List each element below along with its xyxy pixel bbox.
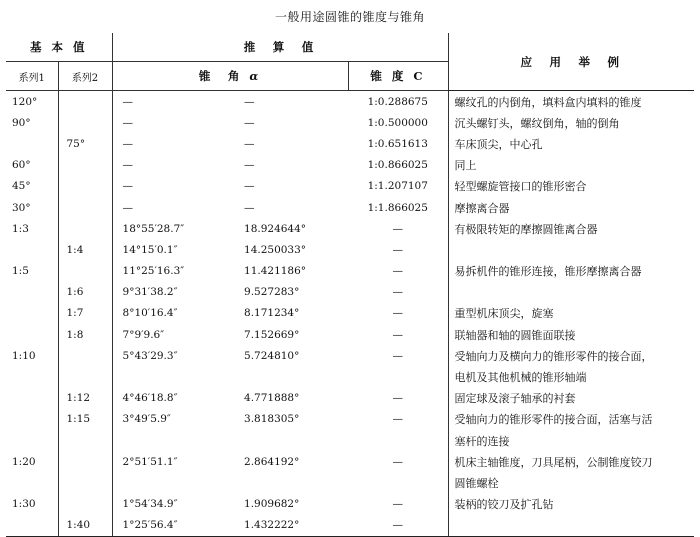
cell-application: [448, 515, 694, 537]
table-row: [6, 494, 694, 515]
cell-taper: —: [348, 239, 448, 260]
table-row: [6, 324, 694, 345]
cell-angle-dms: 5°43′29.3″: [122, 349, 178, 362]
cell-taper: —: [348, 388, 448, 409]
cell-taper: 1:0.651613: [348, 133, 448, 154]
cell-application: 重型机床顶尖，旋塞: [454, 307, 554, 321]
cell-angle-decimal: 14.250033°: [244, 243, 307, 256]
cell-angle-decimal: 1.432222°: [232, 515, 348, 537]
cell-taper: —: [348, 345, 448, 366]
cell-taper: 1:0.288675: [348, 91, 448, 113]
cell-application: 车床顶尖，中心孔: [454, 137, 543, 151]
cell-angle-dms: [112, 366, 232, 387]
cell-series2: [58, 451, 112, 472]
cell-application: 摩擦离合器: [454, 201, 510, 215]
cell-taper: [348, 430, 448, 451]
cell-series2: [58, 91, 112, 113]
cell-series1: 90°: [6, 112, 58, 133]
cell-angle-decimal: 9.527283°: [244, 286, 300, 299]
cell-series2: [58, 472, 112, 493]
cell-series2: [58, 345, 112, 366]
cell-angle-dms: 4°46′18.8″: [122, 392, 178, 405]
cell-series2: [58, 197, 112, 218]
table-row: [6, 197, 694, 218]
cell-angle-decimal: 5.724810°: [244, 349, 300, 362]
cell-series2: 1:6: [58, 282, 112, 303]
cell-application: 受轴向力及横向力的锥形零件的接合面，: [454, 349, 653, 363]
cell-application: 沉头螺钉头，螺纹倒角，轴的倒角: [454, 116, 620, 130]
cell-series1: [6, 303, 58, 324]
cell-application: 轻型螺旋管接口的锥形密合: [454, 180, 587, 194]
table-row: [6, 303, 694, 324]
cell-taper: —: [348, 303, 448, 324]
cell-angle-decimal: 7.152669°: [244, 328, 300, 341]
cell-series1: 1:3: [6, 218, 58, 239]
cell-application: 装柄的铰刀及扩孔钻: [454, 498, 554, 512]
cell-application: [448, 239, 694, 260]
header-basic-value: 基 本 值: [6, 33, 112, 62]
cell-angle-dms: 7°9′9.6″: [122, 328, 165, 341]
table-row: [6, 91, 694, 113]
cell-angle-dms: —: [122, 95, 134, 108]
cell-series2: [58, 176, 112, 197]
cell-taper: 1:0.866025: [348, 155, 448, 176]
header-row-1: [6, 33, 694, 62]
cell-angle-decimal: [232, 472, 348, 493]
cell-series1: [6, 472, 58, 493]
cell-application: 同上: [454, 159, 477, 173]
cell-series1: 120°: [6, 91, 58, 113]
table-row: [6, 430, 694, 451]
cell-angle-decimal: [232, 430, 348, 451]
cell-angle-decimal: —: [244, 95, 255, 108]
header-series2: 系列2: [58, 62, 112, 91]
cell-series1: [6, 324, 58, 345]
cell-series2: 75°: [58, 133, 112, 154]
cell-series2: 1:4: [58, 239, 112, 260]
cell-angle-decimal: 18.924644°: [244, 222, 307, 235]
cell-angle-dms: —: [122, 201, 134, 214]
table-row: [6, 261, 694, 282]
cell-angle-decimal: 8.171234°: [244, 307, 300, 320]
table-row: [6, 239, 694, 260]
cone-angle-symbol: α: [249, 69, 262, 83]
cell-angle-dms: 1°25′56.4″: [112, 515, 232, 537]
cell-angle-dms: 3°49′5.9″: [122, 413, 171, 426]
cone-angle-label: 锥 角: [198, 69, 243, 83]
cell-application: 电机及其他机械的锥形轴端: [454, 371, 587, 385]
cell-series1: 1:10: [6, 345, 58, 366]
cell-angle-decimal: 3.818305°: [244, 413, 300, 426]
cell-series2: [58, 366, 112, 387]
table-row: [6, 282, 694, 303]
cell-application: 圆锥螺栓: [454, 476, 499, 490]
cell-series1: 1:30: [6, 494, 58, 515]
cell-angle-dms: 11°25′16.3″: [122, 265, 185, 278]
table-row: [6, 515, 694, 537]
cell-application: 联轴器和轴的圆锥面联接: [454, 328, 576, 342]
cell-series1: [6, 430, 58, 451]
cell-series1: [6, 282, 58, 303]
taper-table: [6, 33, 694, 537]
cell-series2: 1:12: [58, 388, 112, 409]
cell-taper: —: [348, 261, 448, 282]
cell-angle-decimal: —: [244, 159, 255, 172]
cell-series1: [6, 388, 58, 409]
cell-series1: [6, 515, 58, 537]
cell-angle-decimal: [232, 366, 348, 387]
table-row: [6, 155, 694, 176]
cell-series1: 30°: [6, 197, 58, 218]
cell-series2: [58, 155, 112, 176]
cell-application: 机床主轴锥度，刀具尾柄，公制锥度铰刀: [454, 455, 653, 469]
cell-angle-decimal: 1.909682°: [244, 498, 300, 511]
cell-taper: 1:1.207107: [348, 176, 448, 197]
cell-angle-dms: —: [122, 116, 134, 129]
header-taper: 锥 度 C: [348, 62, 448, 91]
cell-series2: 1:15: [58, 409, 112, 430]
cell-series1: 45°: [6, 176, 58, 197]
cell-series1: 60°: [6, 155, 58, 176]
cell-angle-decimal: 4.771888°: [244, 392, 300, 405]
table-row: [6, 472, 694, 493]
header-application: 应 用 举 例: [448, 33, 694, 91]
cell-application: 受轴向力的锥形零件的接合面，活塞与活: [454, 413, 653, 427]
table-body: [6, 91, 694, 537]
cell-application: 易拆机件的锥形连接，锥形摩擦离合器: [454, 265, 642, 279]
table-row: [6, 409, 694, 430]
cell-series2: 1:7: [58, 303, 112, 324]
cell-application: 固定球及滚子轴承的衬套: [454, 392, 576, 406]
cell-taper: —: [348, 218, 448, 239]
header-series1: 系列1: [6, 62, 58, 91]
cell-angle-dms: 2°51′51.1″: [122, 455, 178, 468]
cell-angle-dms: 8°10′16.4″: [122, 307, 178, 320]
cell-angle-decimal: —: [244, 180, 255, 193]
cell-angle-decimal: —: [244, 116, 255, 129]
cell-taper: —: [348, 515, 448, 537]
cell-series1: 1:5: [6, 261, 58, 282]
cell-series2: [58, 112, 112, 133]
cell-application: 有极限转矩的摩擦圆锥离合器: [454, 222, 598, 236]
cell-taper: —: [348, 282, 448, 303]
cell-series2: [58, 218, 112, 239]
cell-application: 塞杆的连接: [454, 434, 510, 448]
cell-angle-dms: 14°15′0.1″: [122, 243, 178, 256]
cell-angle-dms: —: [122, 180, 134, 193]
cell-angle-decimal: 2.864192°: [244, 455, 300, 468]
cell-angle-dms: 1°54′34.9″: [122, 498, 178, 511]
cell-taper: —: [348, 451, 448, 472]
cell-angle-dms: [112, 472, 232, 493]
table-row: [6, 388, 694, 409]
cell-series2: 1:40: [58, 515, 112, 537]
cell-taper: 1:1.866025: [348, 197, 448, 218]
table-row: [6, 218, 694, 239]
cell-series1: [6, 409, 58, 430]
cell-angle-dms: [112, 430, 232, 451]
table-row: [6, 451, 694, 472]
table-title: 一般用途圆锥的锥度与锥角: [274, 10, 425, 24]
cell-taper: 1:0.500000: [348, 112, 448, 133]
cell-angle-dms: —: [122, 159, 134, 172]
table-row: [6, 345, 694, 366]
cell-taper: —: [348, 494, 448, 515]
cell-angle-decimal: —: [244, 137, 255, 150]
table-row: [6, 112, 694, 133]
cell-taper: [348, 366, 448, 387]
cell-application: [448, 282, 694, 303]
cell-angle-dms: 18°55′28.7″: [122, 222, 185, 235]
cell-angle-dms: —: [122, 137, 134, 150]
cell-series2: 1:8: [58, 324, 112, 345]
cell-angle-decimal: 11.421186°: [244, 265, 307, 278]
cell-taper: —: [348, 409, 448, 430]
cell-application: 螺纹孔的内倒角，填料盒内填料的锥度: [454, 95, 642, 109]
cell-angle-dms: 9°31′38.2″: [122, 286, 178, 299]
cell-series2: [58, 261, 112, 282]
cell-series1: 1:20: [6, 451, 58, 472]
header-cone-angle: [112, 62, 348, 91]
table-row: [6, 176, 694, 197]
table-row: [6, 366, 694, 387]
cell-series2: [58, 494, 112, 515]
cell-angle-decimal: —: [244, 201, 255, 214]
cell-series1: [6, 366, 58, 387]
header-derived-value: 推 算 值: [112, 33, 448, 62]
cell-series2: [58, 430, 112, 451]
cell-taper: [348, 472, 448, 493]
table-row: [6, 133, 694, 154]
cell-series1: [6, 133, 58, 154]
cell-taper: —: [348, 324, 448, 345]
cell-series1: [6, 239, 58, 260]
